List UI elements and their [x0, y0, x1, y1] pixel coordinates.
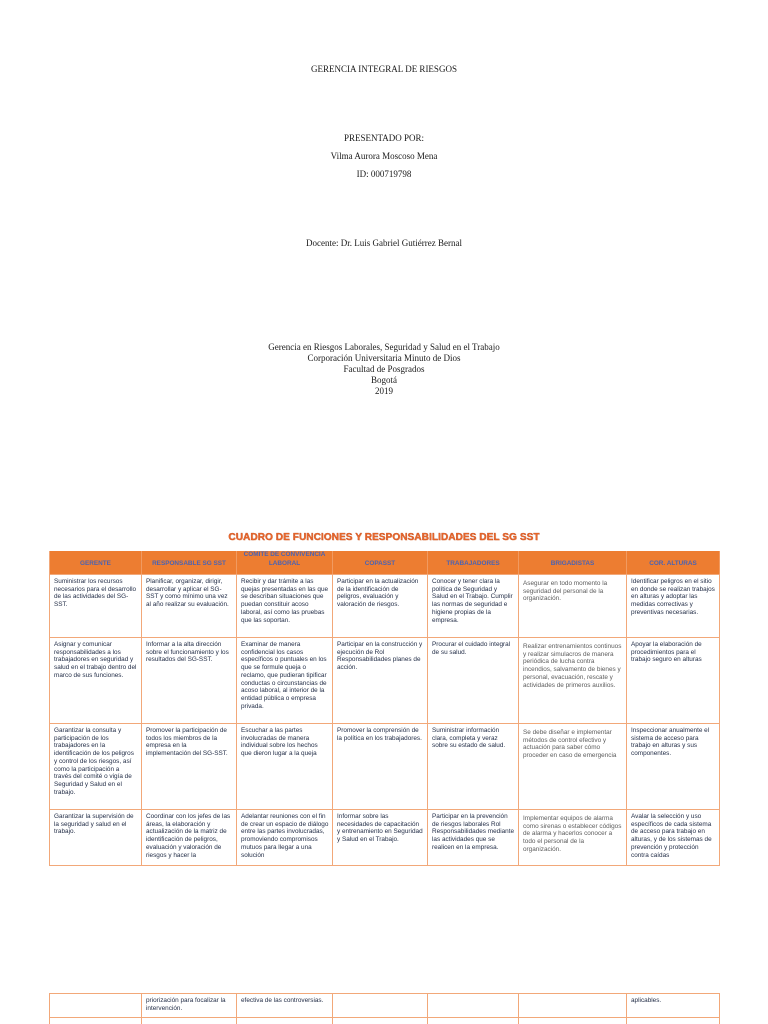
- cor-alturas-cell: Identificar peligros en el sitio en donde se realizan trabajos en alturas y adoptar las medidas correctivas y preventivas necesarias.: [627, 575, 720, 637]
- comite-convivencia-laboral-header: COMITE DE CONVIVENCIA LABORAL: [237, 551, 333, 574]
- city-name: Bogotá: [371, 375, 397, 385]
- gerente-cell: Suministrar los recursos necesarios para el desarrollo de las actividades del SG-SST.: [49, 575, 142, 637]
- responsable-sg-sst-cell: Promover la participación de todos los miembros de la empresa en la implementación del SG-SST.: [142, 724, 237, 809]
- trabajadores-cell: Suministrar información clara, completa y veraz sobre su estado de salud.: [428, 724, 519, 809]
- responsibilities-table: [49, 551, 720, 866]
- cor-alturas-cell: Inspeccionar anualmente el sistema de acceso para trabajo en alturas y sus componentes.: [627, 724, 720, 809]
- responsable-sg-sst-cell: [142, 1018, 237, 1024]
- table-row: [49, 638, 720, 724]
- brigadistas-cell: [519, 994, 627, 1017]
- student-id: ID: 000719798: [356, 169, 412, 179]
- table-header-row: [49, 551, 720, 575]
- trabajadores-cell: Conocer y tener clara la política de Seguridad y Salud en el Trabajo. Cumplir las normas de seguridad e higiene propias de la empresa.: [428, 575, 519, 637]
- trabajadores-cell: [428, 1018, 519, 1024]
- comite-convivencia-laboral-cell: Recibir y dar trámite a las quejas presentadas en las que se describan situaciones que puedan constituir acoso laboral, así como las pruebas que las soportan.: [237, 575, 333, 637]
- responsable-sg-sst-cell: Coordinar con los jefes de las áreas, la elaboración y actualización de la matriz de identificación de peligros, evaluación y valoración de riesgos y hacer la: [142, 810, 237, 865]
- gerente-header: GERENTE: [49, 551, 142, 574]
- presented-by-label: PRESENTADO POR:: [343, 133, 425, 143]
- trabajadores-cell: Participar en la prevención de riesgos laborales Rol Responsabilidades mediante las actividades que se realicen en la empresa.: [428, 810, 519, 865]
- comite-convivencia-laboral-cell: Escuchar a las partes involucradas de manera individual sobre los hechos que dieron lugar a la queja: [237, 724, 333, 809]
- brigadistas-cell: Asegurar en todo momento la seguridad del personal de la organización.: [519, 575, 627, 637]
- brigadistas-cell: Realizar entrenamientos continuos y realizar simulacros de manera periódica de lucha contra incendios, salvamento de bienes y personal, evacuación, rescate y actividades de primeros auxilios.: [519, 638, 627, 723]
- responsable-sg-sst-header: RESPONSABLE SG SST: [142, 551, 237, 574]
- cover-title: GERENCIA INTEGRAL DE RIESGOS: [311, 64, 457, 74]
- faculty-name: Facultad de Posgrados: [343, 364, 425, 374]
- copasst-cell: [333, 1018, 428, 1024]
- table-row: [49, 575, 720, 638]
- comite-convivencia-laboral-cell: Examinar de manera confidencial los casos específicos o puntuales en los que se formule queja o reclamo, que pudieran tipificar conductas o circunstancias de acoso laboral, al interior de la entidad pública o empresa privada.: [237, 638, 333, 723]
- gerente-cell: Asignar y comunicar responsabilidades a los trabajadores en seguridad y salud en el trabajo dentro del marco de sus funciones.: [49, 638, 142, 723]
- brigadistas-cell: Se debe diseñar e implementar métodos de control efectivo y actuación para saber cómo proceder en caso de emergencia: [519, 724, 627, 809]
- comite-convivencia-laboral-cell: Adelantar reuniones con el fin de crear un espacio de diálogo entre las partes involucradas, promoviendo compromisos mutuos para llegar a una solución: [237, 810, 333, 865]
- copasst-cell: [333, 994, 428, 1017]
- university-name: Corporación Universitaria Minuto de Dios: [307, 353, 461, 363]
- cor-alturas-cell: [627, 1018, 720, 1024]
- table-row: [49, 724, 720, 810]
- year: 2019: [375, 386, 393, 396]
- copasst-cell: Promover la comprensión de la política en los trabajadores.: [333, 724, 428, 809]
- cor-alturas-cell: Apoyar la elaboración de procedimientos para el trabajo seguro en alturas: [627, 638, 720, 723]
- table-row: [49, 810, 720, 866]
- author-name: Vilma Aurora Moscoso Mena: [330, 151, 438, 161]
- comite-convivencia-laboral-cell: efectiva de las controversias.: [237, 994, 333, 1017]
- cor-alturas-cell: aplicables.: [627, 994, 720, 1017]
- table-row: [49, 994, 720, 1018]
- copasst-cell: Participar en la construcción y ejecución de Rol Responsabilidades planes de acción.: [333, 638, 428, 723]
- brigadistas-cell: [519, 1018, 627, 1024]
- copasst-header: COPASST: [333, 551, 428, 574]
- cor-alturas-cell: Avalar la selección y uso específicos de cada sistema de acceso para trabajo en alturas, y de los sistemas de prevención y protección contra caídas: [627, 810, 720, 865]
- trabajadores-cell: [428, 994, 519, 1017]
- trabajadores-header: TRABAJADORES: [428, 551, 519, 574]
- brigadistas-cell: Implementar equipos de alarma como sirenas o establecer códigos de alarma y hacerlos conocer a todo el personal de la organización.: [519, 810, 627, 865]
- responsable-sg-sst-cell: Planificar, organizar, dirigir, desarrollar y aplicar el SG-SST y como mínimo una vez al año realizar su evaluación.: [142, 575, 237, 637]
- brigadistas-header: BRIGADISTAS: [519, 551, 627, 574]
- copasst-cell: Informar sobre las necesidades de capacitación y entrenamiento en Seguridad y Salud en el Trabajo.: [333, 810, 428, 865]
- table-title: CUADRO DE FUNCIONES Y RESPONSABILIDADES DEL SG SST: [228, 532, 540, 543]
- cor-alturas-header: COR. ALTURAS: [627, 551, 720, 574]
- teacher-name: Docente: Dr. Luis Gabriel Gutiérrez Bernal: [306, 238, 462, 248]
- gerente-cell: [49, 1018, 142, 1024]
- copasst-cell: Participar en la actualización de la identificación de peligros, evaluación y valoración de riesgos.: [333, 575, 428, 637]
- gerente-cell: Garantizar la supervisión de la seguridad y salud en el trabajo.: [49, 810, 142, 865]
- table-row: [49, 1018, 720, 1024]
- gerente-cell: Garantizar la consulta y participación de los trabajadores en la identificación de los peligros y control de los riesgos, así como la participación a través del comité o vigía de Seguridad y Salud en el trabajo.: [49, 724, 142, 809]
- comite-convivencia-laboral-cell: [237, 1018, 333, 1024]
- responsable-sg-sst-cell: priorización para focalizar la intervención.: [142, 994, 237, 1017]
- program-name: Gerencia en Riesgos Laborales, Seguridad y Salud en el Trabajo: [268, 342, 500, 352]
- responsable-sg-sst-cell: Informar a la alta dirección sobre el funcionamiento y los resultados del SG-SST.: [142, 638, 237, 723]
- responsibilities-table-continuation: [49, 993, 720, 1024]
- trabajadores-cell: Procurar el cuidado integral de su salud.: [428, 638, 519, 723]
- gerente-cell: [49, 994, 142, 1017]
